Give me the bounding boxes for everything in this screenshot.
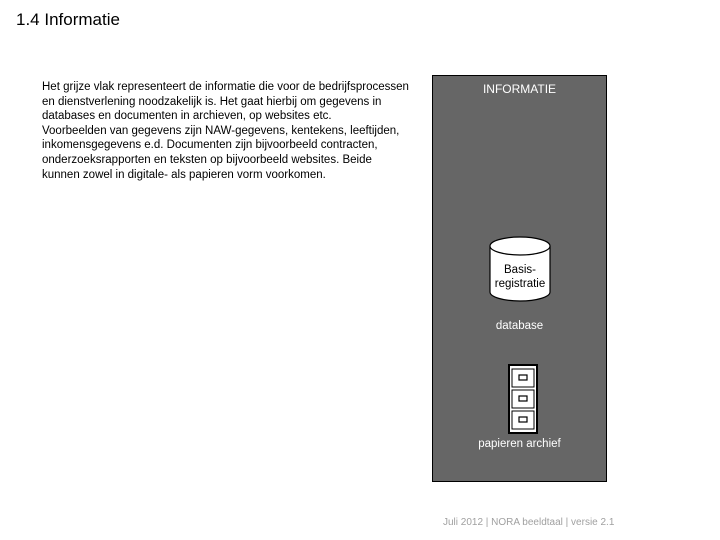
filing-cabinet-icon [508,364,538,434]
database-caption: database [495,320,544,332]
description-paragraph: Voorbeelden van gegevens zijn NAW-gegevens, kentekens, leeftijden, inkomensgegevens e.d. Documenten zijn bijvoorbeeld contracten, onderzoeksrapporten en teksten op bijvoorbeeld websites. Beide kunnen zowel in digitale- als papieren vorm voorkomen. [42,124,400,181]
footer: Juli 2012 | NORA beeldtaal | versie 2.1 [443,517,615,528]
description-paragraph: Het grijze vlak representeert de informatie die voor de bedrijfsprocessen en dienstverlening noodzakelijk is. Het gaat hierbij om gegevens in databases en documenten in archieven, op websites etc. [42,81,409,123]
panel-title: INFORMATIE [482,82,557,96]
informatie-panel [432,75,607,482]
description [42,80,412,182]
database-cylinder-icon [489,236,551,302]
archive-caption: papieren archief [478,438,561,450]
page-title: 1.4 Informatie [16,10,120,29]
database-label [489,263,551,291]
database-label-line: Basis- [504,264,536,276]
database-label-line: registratie [494,278,546,290]
